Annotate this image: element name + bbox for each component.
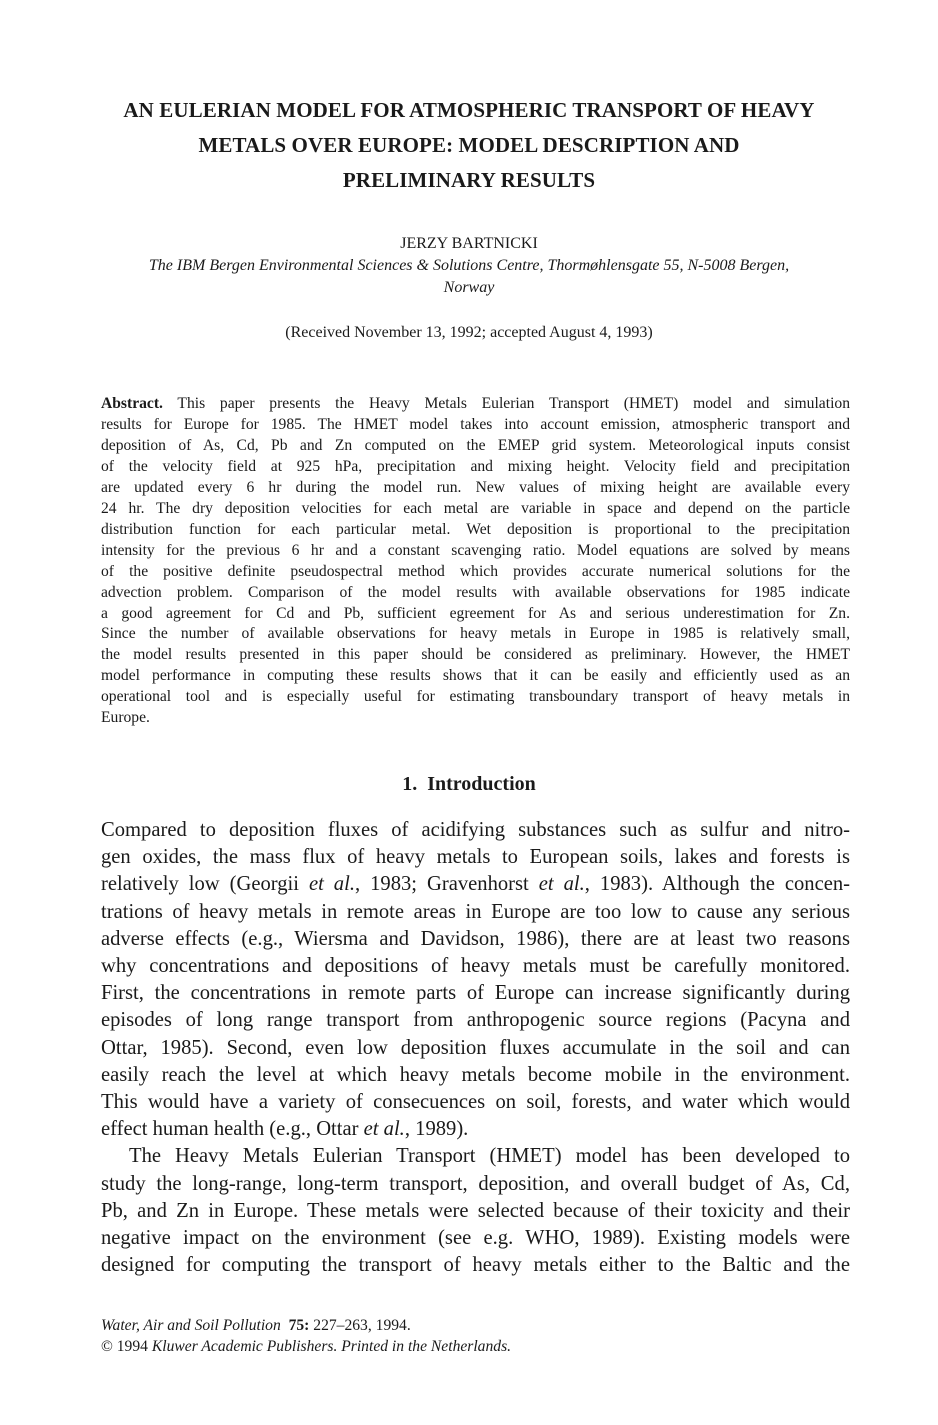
- abstract-line: operational tool and is especially useful for estimating transboundary transport of heavy metals in: [101, 688, 850, 706]
- section-title: Introduction: [427, 773, 536, 795]
- abstract-line: the model results presented in this paper should be considered as preliminary. However, the HMET: [101, 646, 850, 664]
- abstract-line: advection problem. Comparison of the model results with available observations for 1985 indicate: [101, 583, 850, 601]
- affiliation-line: The IBM Bergen Environmental Sciences & Solutions Centre, Thormøhlensgate 55, N-5008 Bergen,: [148, 257, 790, 274]
- body-line: easily reach the level at which heavy metals become mobile in the environment.: [101, 1063, 850, 1086]
- citation-etal: et al.: [308, 873, 355, 896]
- body-text: effect human health (e.g., Ottar: [101, 1118, 364, 1141]
- abstract-line: distribution function for each particular metal. Wet deposition is proportional to the precipitation: [101, 520, 850, 538]
- author-affiliation: [90, 255, 848, 299]
- journal-name: Water, Air and Soil Pollution: [101, 1317, 281, 1334]
- abstract-line: a good agreement for Cd and Pb, sufficient egreement for As and serious underestimation for Zn.: [101, 604, 850, 622]
- journal-citation: [101, 1315, 850, 1336]
- paper-title: [90, 93, 848, 198]
- body-line: gen oxides, the mass flux of heavy metals to European soils, lakes and forests is: [101, 846, 850, 869]
- body-line: episodes of long range transport from anthropogenic source regions (Pacyna and: [101, 1009, 850, 1032]
- introduction-body: [101, 817, 850, 1279]
- citation-etal: et al.: [363, 1118, 405, 1141]
- body-text: , 1983; Gravenhorst: [354, 873, 539, 896]
- abstract-line: Since the number of available observations for heavy metals in Europe in 1985 is relatively small,: [101, 625, 850, 643]
- body-line: First, the concentrations in remote parts of Europe can increase significantly during: [101, 982, 850, 1005]
- title-line: PRELIMINARY RESULTS: [342, 168, 596, 192]
- title-line: METALS OVER EUROPE: MODEL DESCRIPTION AND: [198, 133, 740, 157]
- body-line: [101, 1116, 850, 1143]
- title-line: AN EULERIAN MODEL FOR ATMOSPHERIC TRANSPORT OF HEAVY: [123, 98, 815, 122]
- journal-pages: 227–263, 1994.: [309, 1317, 411, 1334]
- body-line: Pb, and Zn in Europe. These metals were selected because of their toxicity and their: [101, 1199, 850, 1222]
- abstract-line: model performance in computing these results shows that it can be easily and efficiently used as an: [101, 667, 850, 685]
- abstract-line: results for Europe for 1985. The HMET model takes into account emission, atmospheric transport and: [101, 415, 850, 433]
- copyright-line: [101, 1336, 850, 1357]
- received-dates: (Received November 13, 1992; accepted August 4, 1993): [285, 324, 653, 341]
- abstract-line: [101, 394, 850, 415]
- body-text: , 1989).: [404, 1118, 469, 1141]
- journal-volume: 75:: [288, 1317, 310, 1334]
- affiliation-line: Norway: [443, 279, 495, 296]
- body-line: designed for computing the transport of heavy metals either to the Baltic and the: [101, 1254, 850, 1277]
- abstract-line: are updated every 6 hr during the model run. New values of mixing height are available every: [101, 478, 850, 496]
- body-line: Compared to deposition fluxes of acidifying substances such as sulfur and nitro-: [101, 819, 850, 841]
- body-line: adverse effects (e.g., Wiersma and Davidson, 1986), there are at least two reasons: [101, 927, 850, 950]
- publisher: Kluwer Academic Publishers. Printed in the Netherlands.: [151, 1338, 512, 1355]
- body-line: why concentrations and depositions of heavy metals must be carefully monitored.: [101, 955, 850, 978]
- copyright-year: 1994: [112, 1338, 152, 1355]
- abstract-line: Europe.: [101, 709, 150, 727]
- abstract-line: 24 hr. The dry deposition velocities for each metal are variable in space and depend on the particle: [101, 499, 850, 517]
- abstract-label: Abstract.: [101, 395, 163, 412]
- abstract-line: of the positive definite pseudospectral method which provides accurate numerical solutions for the: [101, 562, 850, 580]
- author-name: JERZY BARTNICKI: [400, 235, 538, 252]
- abstract-text: This paper presents the Heavy Metals Eulerian Transport (HMET) model and simulation: [162, 395, 850, 412]
- citation-etal: et al.: [538, 873, 585, 896]
- body-text: , 1983). Although the concen-: [584, 873, 851, 896]
- abstract: [101, 394, 850, 729]
- abstract-line: intensity for the previous 6 hr and a constant scavenging ratio. Model equations are solved by means: [101, 541, 850, 559]
- abstract-line: of the velocity field at 925 hPa, precipitation and mixing height. Velocity field and precipitation: [101, 457, 850, 475]
- body-line: trations of heavy metals in remote areas in Europe are too low to cause any serious: [101, 900, 850, 923]
- body-line: This would have a variety of consecuences on soil, forests, and water which would: [101, 1091, 850, 1114]
- body-line: The Heavy Metals Eulerian Transport (HMET) model has been developed to: [129, 1145, 850, 1168]
- body-text: relatively low (Georgii: [101, 873, 309, 896]
- page-footer: [101, 1315, 850, 1357]
- body-line: negative impact on the environment (see e.g. WHO, 1989). Existing models were: [101, 1227, 850, 1250]
- body-line: study the long-range, long-term transport, deposition, and overall budget of As, Cd,: [101, 1172, 850, 1195]
- section-heading: [90, 771, 848, 797]
- section-number: 1.: [402, 773, 418, 795]
- body-line: [101, 871, 850, 898]
- body-line: Ottar, 1985). Second, even low deposition fluxes accumulate in the soil and can: [101, 1036, 850, 1059]
- abstract-line: deposition of As, Cd, Pb and Zn computed on the EMEP grid system. Meteorological inputs consist: [101, 436, 850, 454]
- copyright-icon: ©: [101, 1338, 113, 1355]
